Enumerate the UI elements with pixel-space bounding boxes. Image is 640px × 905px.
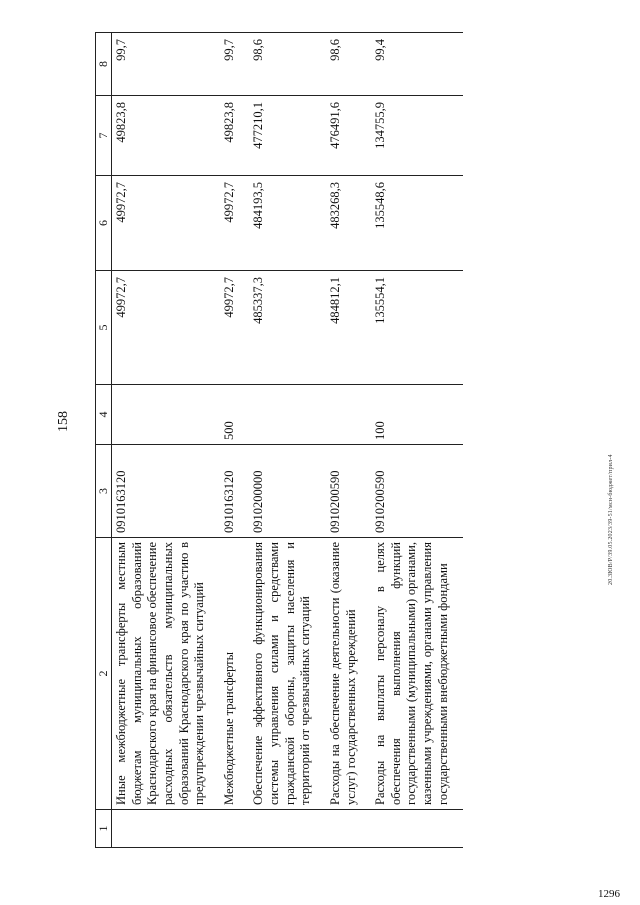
percent-cell: 98,6 [249, 33, 326, 96]
expense-type-cell: 500 [220, 385, 250, 445]
expense-name-cell: Расходы на обеспечение деятельности (оказание услуг) государственных учреждений [326, 538, 371, 810]
archive-page-number: 1296 [598, 888, 620, 900]
table-header-row [96, 33, 112, 848]
row-number-cell [326, 810, 371, 848]
percent-cell: 99,4 [371, 33, 463, 96]
budget-table [95, 32, 463, 848]
target-code-cell: 0910200000 [249, 445, 326, 538]
column-header: 6 [96, 176, 112, 271]
expense-name-cell: Межбюджетные трансферты [220, 538, 250, 810]
specified-amount-cell: 49972,7 [220, 176, 250, 271]
expense-type-cell [249, 385, 326, 445]
expense-name-cell: Расходы на выплаты персоналу в целях обеспечения выполнения функций государственными (муниципальными) органами, казенными учреждениями, органами управления государственными внебюджетными фондами [371, 538, 463, 810]
percent-cell: 99,7 [112, 33, 220, 96]
row-number-cell [112, 810, 220, 848]
row-number-cell [371, 810, 463, 848]
plan-amount-cell: 485337,3 [249, 271, 326, 385]
specified-amount-cell: 135548,6 [371, 176, 463, 271]
column-header: 1 [96, 810, 112, 848]
executed-amount-cell: 477210,1 [249, 96, 326, 176]
table-row [249, 33, 326, 848]
column-header: 8 [96, 33, 112, 96]
column-header: 5 [96, 271, 112, 385]
table-row [220, 33, 250, 848]
expense-type-cell: 100 [371, 385, 463, 445]
specified-amount-cell: 484193,5 [249, 176, 326, 271]
expense-type-cell [112, 385, 220, 445]
specified-amount-cell: 483268,3 [326, 176, 371, 271]
target-code-cell: 0910163120 [112, 445, 220, 538]
column-header: 2 [96, 538, 112, 810]
specified-amount-cell: 49972,7 [112, 176, 220, 271]
column-header: 7 [96, 96, 112, 176]
table-row [112, 33, 220, 848]
executed-amount-cell: 49823,8 [220, 96, 250, 176]
executed-amount-cell: 134755,9 [371, 96, 463, 176]
plan-amount-cell: 135554,1 [371, 271, 463, 385]
document-stamp: 20.3ЮВ/Р/39.05.2023/39-51/мсн-бюджет/прил-4 [608, 454, 614, 585]
percent-cell: 99,7 [220, 33, 250, 96]
row-number-cell [220, 810, 250, 848]
executed-amount-cell: 476491,6 [326, 96, 371, 176]
expense-name-cell: Обеспечение эффективного функционирования системы управления силами и средствами гражданской обороны, защиты населения и территорий от чрезвычайных ситуаций [249, 538, 326, 810]
table-row [326, 33, 371, 848]
plan-amount-cell: 484812,1 [326, 271, 371, 385]
expense-name-cell: Иные межбюджетные трансферты местным бюджетам муниципальных образований Краснодарского края на финансовое обеспечение расходных обязательств муниципальных образований Краснодарского края по участию в предупреждении чрезвычайных ситуаций [112, 538, 220, 810]
target-code-cell: 0910163120 [220, 445, 250, 538]
plan-amount-cell: 49972,7 [112, 271, 220, 385]
budget-table-container [95, 33, 611, 848]
expense-type-cell [326, 385, 371, 445]
page-number: 158 [56, 411, 71, 432]
column-header: 3 [96, 445, 112, 538]
target-code-cell: 0910200590 [326, 445, 371, 538]
table-row [371, 33, 463, 848]
plan-amount-cell: 49972,7 [220, 271, 250, 385]
row-number-cell [249, 810, 326, 848]
column-header: 4 [96, 385, 112, 445]
target-code-cell: 0910200590 [371, 445, 463, 538]
executed-amount-cell: 49823,8 [112, 96, 220, 176]
percent-cell: 98,6 [326, 33, 371, 96]
